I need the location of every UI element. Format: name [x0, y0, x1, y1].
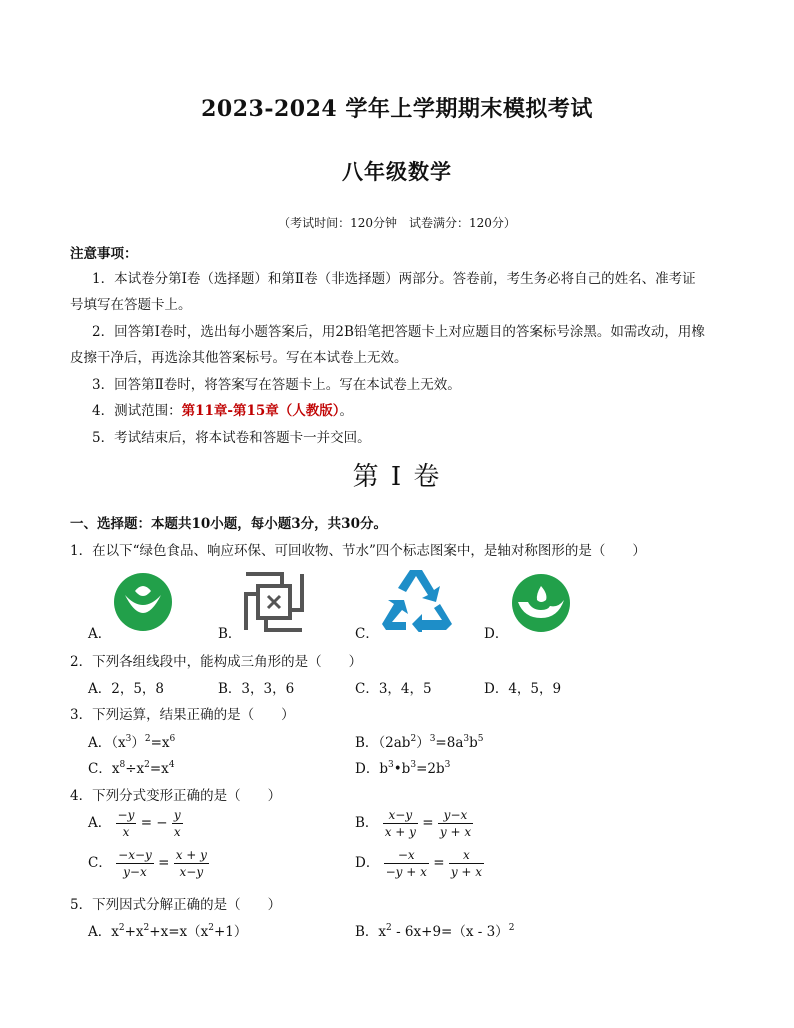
- q1-option-b-label: B．: [218, 626, 242, 642]
- notice-item-2-line2: 皮擦干净后，再选涂其他答案标号。写在本试卷上无效。: [70, 350, 408, 366]
- q3-d-b: b: [379, 761, 388, 777]
- q2-option-d: D．4，5，9: [484, 681, 562, 697]
- q3-b-eq: =8a: [435, 735, 464, 751]
- q4-b-num1: x−y: [383, 808, 418, 824]
- q5-a-exp3: 2: [208, 923, 214, 933]
- q2-option-b: B．3，3，6: [218, 681, 295, 697]
- q3-b-exp3: 3: [463, 734, 470, 744]
- q3-d-exp1: 3: [387, 760, 394, 770]
- recycle-logo-icon: [378, 566, 454, 632]
- q4-c-eq: =: [158, 855, 170, 871]
- q4-c-label: C．: [88, 855, 112, 871]
- q3-b-b: b: [469, 735, 478, 751]
- q5-option-b: [355, 920, 514, 940]
- q3-c-x: x: [111, 761, 120, 777]
- notice-item-3-text: 3．回答第Ⅱ卷时，将答案写在答题卡上。写在本试卷上无效。: [92, 377, 461, 393]
- q3-a-exp2: 2: [144, 734, 151, 744]
- exam-info: （考试时间：120分钟 试卷满分：120分）: [278, 216, 516, 230]
- q3-d-label: D．: [355, 761, 380, 777]
- q4-d-eq: =: [433, 855, 445, 871]
- q5-a-plus: +x: [124, 924, 144, 940]
- section-heading: 一、选择题：本题共10小题，每小题3分，共30分。: [70, 516, 387, 532]
- question-2-stem: 2．下列各组线段中，能构成三角形的是（ ）: [70, 654, 363, 670]
- q1-option-a-label: A．: [88, 626, 112, 642]
- q5-b-exp2: 2: [508, 923, 515, 933]
- q3-option-c: [88, 757, 175, 777]
- q1-option-c-label: C．: [355, 626, 379, 642]
- notice-item-3: [70, 372, 726, 398]
- q4-a-eq: = −: [140, 815, 168, 831]
- notice-item-2-line1: 2．回答第Ⅰ卷时，选出每小题答案后，用2B铅笔把答题卡上对应题目的答案标号涂黑。如需改动，用橡: [92, 324, 705, 340]
- q4-a-den1: x: [122, 825, 130, 839]
- q4-a-num1: −y: [117, 808, 135, 822]
- q4-b-den1: x + y: [384, 825, 416, 839]
- notice-item-5-text: 5．考试结束后，将本试卷和答题卡一并交回。: [92, 430, 371, 446]
- q3-a-exp3: 6: [169, 734, 176, 744]
- q4-b-label: B．: [355, 815, 379, 831]
- q3-option-d: [355, 757, 450, 777]
- q3-a-eq: =x: [150, 735, 170, 751]
- q5-b-label: B．: [355, 924, 379, 940]
- q5-a-rest: +x=x（x: [149, 924, 209, 940]
- q5-a-x: x: [111, 924, 119, 940]
- q4-b-num2: y−x: [438, 808, 473, 824]
- notice-item-1-line2: 号填写在答题卡上。: [70, 297, 192, 313]
- notice-item-2: [70, 319, 726, 371]
- notice-item-4: [70, 398, 726, 424]
- q4-option-d: [355, 848, 484, 879]
- question-1-stem: 1．在以下“绿色食品、响应环保、可回收物、节水”四个标志图案中，是轴对称图形的是（ ）: [70, 543, 646, 559]
- notice-item-1: [70, 266, 726, 318]
- notice-item-1-line1: 1．本试卷分第Ⅰ卷（选择题）和第Ⅱ卷（非选择题）两部分。答卷前，考生务必将自己的姓名、准考证: [92, 271, 696, 287]
- q3-option-a: [88, 731, 175, 751]
- notice-item-5: [70, 425, 726, 451]
- q3-b-exp1: 2: [410, 734, 417, 744]
- q4-d-label: D．: [355, 855, 380, 871]
- q3-a-exp1: 3: [125, 734, 132, 744]
- q3-b-exp4: 5: [477, 734, 484, 744]
- q4-a-frac1: [116, 808, 137, 839]
- q5-b-x: x: [378, 924, 387, 940]
- q5-a-exp1: 2: [118, 923, 125, 933]
- volume-title: 第 I 卷: [352, 462, 442, 492]
- q4-d-den2: y + x: [450, 865, 483, 879]
- q3-d-exp3: 3: [444, 760, 451, 770]
- q3-d-eq: =2b: [416, 761, 445, 777]
- q1-option-d-label: D．: [484, 626, 509, 642]
- q3-d-exp2: 3: [410, 760, 417, 770]
- q5-a-end: +1）: [213, 924, 248, 940]
- question-3-stem: 3．下列运算，结果正确的是（ ）: [70, 707, 295, 723]
- notice-item-4-suffix: 。: [339, 403, 354, 419]
- q3-option-b: [355, 731, 484, 751]
- q4-option-b: [355, 808, 473, 839]
- q3-c-div: ÷x: [125, 761, 145, 777]
- q5-b-rest: - 6x+9=（x - 3）: [391, 924, 509, 940]
- q3-c-exp2: 2: [144, 760, 150, 770]
- q2-option-c: C．3，4，5: [355, 681, 432, 697]
- question-4-stem: 4．下列分式变形正确的是（ ）: [70, 788, 282, 804]
- q5-option-a: [88, 920, 247, 940]
- notice-item-4-prefix: 4．测试范围：: [92, 403, 182, 419]
- q4-a-label: A．: [88, 815, 112, 831]
- q4-c-frac1: [116, 848, 154, 879]
- q4-a-frac2: [172, 808, 183, 839]
- q3-a-mid: ）: [131, 735, 145, 751]
- q3-b-label: B．: [355, 735, 379, 751]
- question-5-stem: 5．下列因式分解正确的是（ ）: [70, 897, 282, 913]
- q4-d-num1: −x: [384, 848, 429, 864]
- q4-d-frac2: [449, 848, 484, 879]
- q4-d-frac1: [384, 848, 429, 879]
- notice-heading: 注意事项：: [70, 246, 138, 262]
- q4-c-num1: −x−y: [118, 848, 152, 862]
- q4-d-num2: x: [449, 848, 484, 864]
- q3-a-text: （x: [111, 735, 126, 751]
- q4-c-num2: x + y: [175, 848, 207, 862]
- q2-option-a: A．2，5，8: [88, 681, 165, 697]
- q4-d-den1: −y + x: [385, 865, 427, 879]
- q3-c-label: C．: [88, 761, 112, 777]
- q3-b-mid: ）: [416, 735, 430, 751]
- q5-a-label: A．: [88, 924, 112, 940]
- exam-subtitle: 八年级数学: [342, 159, 452, 184]
- water-saving-logo-icon: [510, 572, 572, 634]
- q4-option-c: [88, 848, 209, 879]
- environment-logo-icon: [242, 570, 306, 634]
- test-range: 第11章-第15章（人教版）: [181, 403, 340, 419]
- q3-c-exp1: 8: [119, 760, 126, 770]
- q3-b-text: （2ab: [378, 735, 411, 751]
- q4-option-a: [88, 808, 183, 839]
- q4-c-frac2: [174, 848, 209, 879]
- q4-b-eq: =: [422, 815, 434, 831]
- green-food-logo-icon: [112, 571, 174, 633]
- q3-a-label: A．: [88, 735, 112, 751]
- q5-a-exp2: 2: [143, 923, 150, 933]
- q4-b-frac2: [438, 808, 473, 839]
- q3-c-exp3: 4: [168, 760, 175, 770]
- notice-item-4-text: [70, 398, 726, 424]
- q4-c-den2: x−y: [179, 865, 204, 879]
- q4-c-den1: y−x: [123, 865, 147, 879]
- q3-d-dot: •b: [393, 761, 411, 777]
- q4-b-frac1: [383, 808, 418, 839]
- q4-b-den2: y + x: [439, 825, 472, 839]
- q4-a-num2: y: [173, 808, 181, 822]
- q3-b-exp2: 3: [429, 734, 436, 744]
- q5-b-exp1: 2: [386, 923, 392, 933]
- exam-title: 2023-2024 学年上学期期末模拟考试: [201, 96, 593, 122]
- q4-a-den2: x: [173, 825, 181, 839]
- q3-c-eq: =x: [149, 761, 169, 777]
